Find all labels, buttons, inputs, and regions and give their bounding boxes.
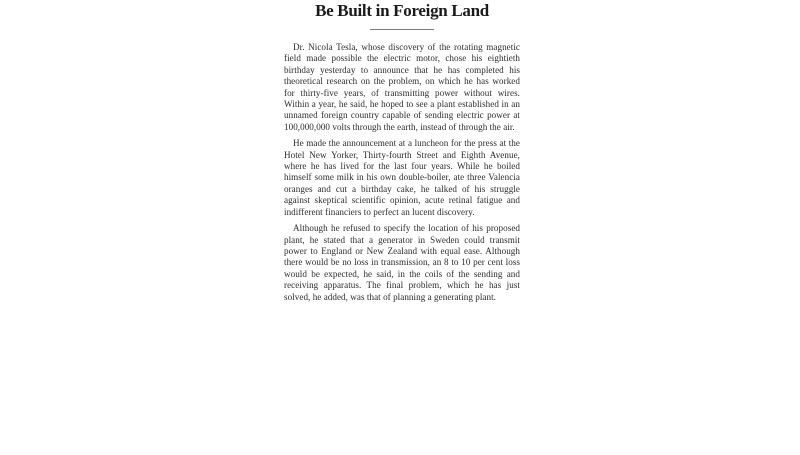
article-headline: Be Built in Foreign Land	[315, 1, 489, 20]
article-paragraph-2: He made the announcement at a luncheon for the press at the Hotel New Yorker, Thirty-fourth Street and Eighth Avenue, where he has lived for the last four years. While he boiled himself some milk in his own double-boiler, ate three Valencia oranges and cut a birthday cake, he talked of his struggle against skeptical scientific opinion, acute retinal fatigue and indifferent financiers to perfect an lucent discovery.	[284, 138, 520, 217]
article-paragraph-1: Dr. Nicola Tesla, whose discovery of the rotating magnetic field made possible the electric motor, chose his eightieth birthday yesterday to announce that he has completed his theoretical research on the problem, on which he has worked for thirty-five years, of transmitting power without wires. Within a year, he said, he hoped to see a plant established in an unnamed foreign country capable of sending electric power at 100,000,000 volts through the earth, instead of through the air.	[284, 42, 520, 132]
headline-divider	[370, 29, 434, 30]
article-paragraph-3: Although he refused to specify the location of his proposed plant, he stated that a generator in Sweden could transmit power to England or New Zealand with equal ease. Although there would be no loss in transmission, an 8 to 10 per cent loss would be expected, he said, in the coils of the sending and receiving apparatus. The final problem, which he has just solved, he added, was that of planning a generating plant.	[284, 223, 520, 302]
article-column	[284, 0, 520, 455]
